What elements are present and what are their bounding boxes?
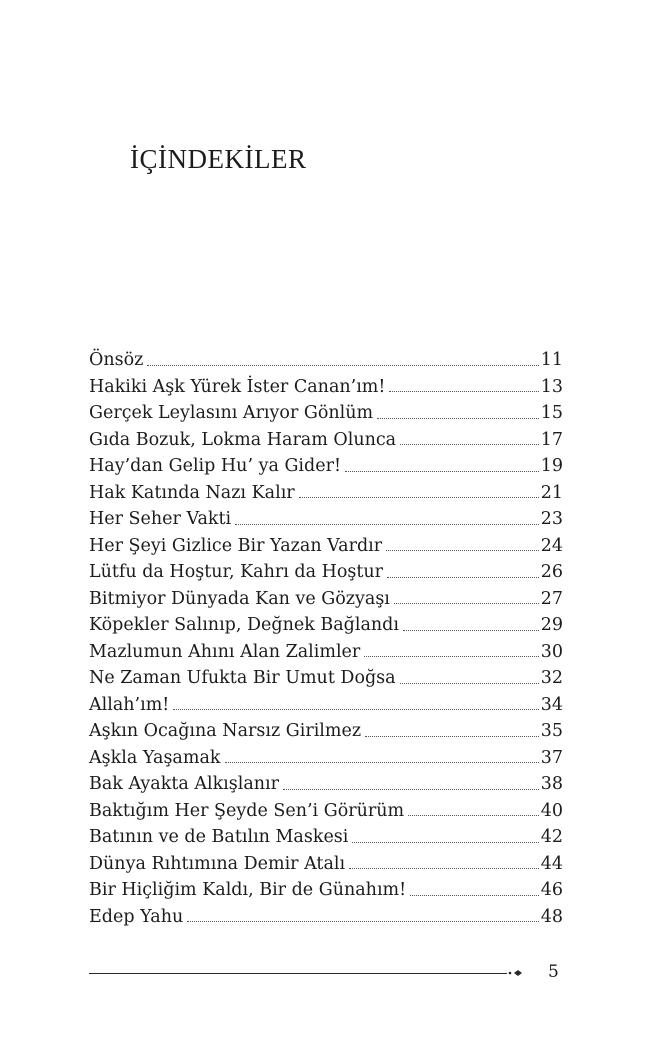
toc-leader-dots (225, 762, 539, 763)
toc-entry-page: 46 (540, 880, 563, 900)
toc-entry (89, 851, 563, 878)
toc-entry (89, 480, 563, 507)
toc-entry-title: Köpekler Salınıp, Değnek Bağlandı (89, 615, 399, 635)
toc-entry-page: 48 (540, 906, 563, 927)
toc-entry-title: Gıda Bozuk, Lokma Haram Olunca (89, 429, 397, 450)
toc-entry (89, 692, 563, 719)
toc-leader-dots (400, 683, 539, 684)
toc-entry-title: Mazlumun Ahını Alan Zalimler (89, 641, 361, 662)
diamond-ornament-icon (507, 966, 523, 980)
toc-entry (89, 506, 563, 533)
toc-entry (89, 904, 563, 931)
toc-leader-dots (365, 736, 539, 737)
toc-entry-page: 23 (540, 509, 563, 529)
toc-leader-dots (387, 577, 539, 578)
footer-rule (89, 973, 507, 974)
toc-leader-dots (410, 895, 539, 896)
toc-entry-title: Bitmiyor Dünyada Kan ve Gözyaşı (89, 588, 390, 609)
toc-entry-page: 38 (540, 774, 563, 794)
toc-entry-title: Edep Yahu (89, 906, 184, 927)
toc-leader-dots (345, 471, 539, 472)
toc-entry (89, 559, 563, 586)
toc-entry (89, 453, 563, 480)
toc-entry (89, 771, 563, 798)
toc-leader-dots (283, 789, 539, 790)
toc-entry-page: 30 (540, 641, 563, 662)
toc-entry-title: Her Şeyi Gizlice Bir Yazan Vardır (89, 535, 383, 556)
toc-leader-dots (394, 603, 539, 604)
toc-entry-title: Bir Hiçliğim Kaldı, Bir de Günahım! (89, 880, 407, 900)
toc-leader-dots (386, 550, 539, 551)
toc-entry-page: 19 (540, 456, 563, 476)
toc-entry-title: Gerçek Leylasını Arıyor Gönlüm (89, 403, 374, 423)
toc-entry-title: Bak Ayakta Alkışlanır (89, 774, 280, 794)
toc-entry-title: Lütfu da Hoştur, Kahrı da Hoştur (89, 562, 384, 582)
toc-entry-title: Hakiki Aşk Yürek İster Canan’ım! (89, 376, 386, 397)
page-title: İÇİNDEKİLER (130, 144, 307, 174)
toc-entry-title: Aşkın Ocağına Narsız Girilmez (89, 721, 362, 741)
toc-leader-dots (364, 656, 538, 657)
toc-entry-page: 13 (540, 376, 563, 397)
toc-leader-dots (235, 524, 539, 525)
toc-entry-page: 21 (540, 482, 563, 503)
toc-leader-dots (403, 630, 539, 631)
toc-entry (89, 374, 563, 401)
table-of-contents (89, 347, 563, 930)
toc-entry-title: Dünya Rıhtımına Demir Atalı (89, 853, 346, 874)
toc-leader-dots (400, 444, 539, 445)
toc-entry-page: 11 (540, 350, 563, 370)
toc-entry-page: 34 (540, 694, 563, 715)
toc-entry-page: 26 (540, 562, 563, 582)
toc-leader-dots (299, 497, 539, 498)
toc-entry-title: Her Seher Vakti (89, 509, 232, 529)
toc-leader-dots (187, 921, 538, 922)
toc-leader-dots (349, 868, 539, 869)
toc-entry (89, 824, 563, 851)
toc-leader-dots (173, 709, 538, 710)
toc-entry-page: 37 (540, 747, 563, 768)
toc-entry-page: 40 (540, 800, 563, 821)
toc-entry (89, 665, 563, 692)
toc-entry (89, 533, 563, 560)
toc-leader-dots (147, 365, 538, 366)
toc-entry-title: Batının ve de Batılın Maskesi (89, 827, 349, 847)
toc-entry (89, 586, 563, 613)
toc-entry-page: 35 (540, 721, 563, 741)
toc-entry-page: 27 (540, 588, 563, 609)
toc-entry-title: Hak Katında Nazı Kalır (89, 482, 295, 503)
toc-entry-title: Önsöz (89, 350, 144, 370)
toc-entry-title: Allah’ım! (89, 694, 170, 715)
toc-entry-page: 24 (540, 535, 563, 556)
toc-entry-page: 29 (540, 615, 563, 635)
toc-entry (89, 639, 563, 666)
toc-entry (89, 745, 563, 772)
toc-entry (89, 400, 563, 427)
toc-leader-dots (377, 418, 539, 419)
toc-entry-title: Hay’dan Gelip Hu’ ya Gider! (89, 456, 341, 476)
toc-leader-dots (389, 391, 538, 392)
toc-entry-title: Baktığım Her Şeyde Sen’i Görürüm (89, 800, 405, 821)
toc-entry (89, 877, 563, 904)
toc-entry (89, 347, 563, 374)
toc-entry-page: 42 (540, 827, 563, 847)
toc-leader-dots (408, 815, 539, 816)
toc-entry (89, 718, 563, 745)
toc-entry-title: Aşkla Yaşamak (89, 747, 221, 768)
toc-entry (89, 612, 563, 639)
toc-entry-page: 15 (540, 403, 563, 423)
toc-entry (89, 798, 563, 825)
toc-entry-page: 17 (540, 429, 563, 450)
toc-leader-dots (352, 842, 538, 843)
toc-entry-page: 32 (540, 668, 563, 688)
toc-entry-page: 44 (540, 853, 563, 874)
toc-entry (89, 427, 563, 454)
toc-entry-title: Ne Zaman Ufukta Bir Umut Doğsa (89, 668, 396, 688)
page-number: 5 (548, 962, 559, 982)
